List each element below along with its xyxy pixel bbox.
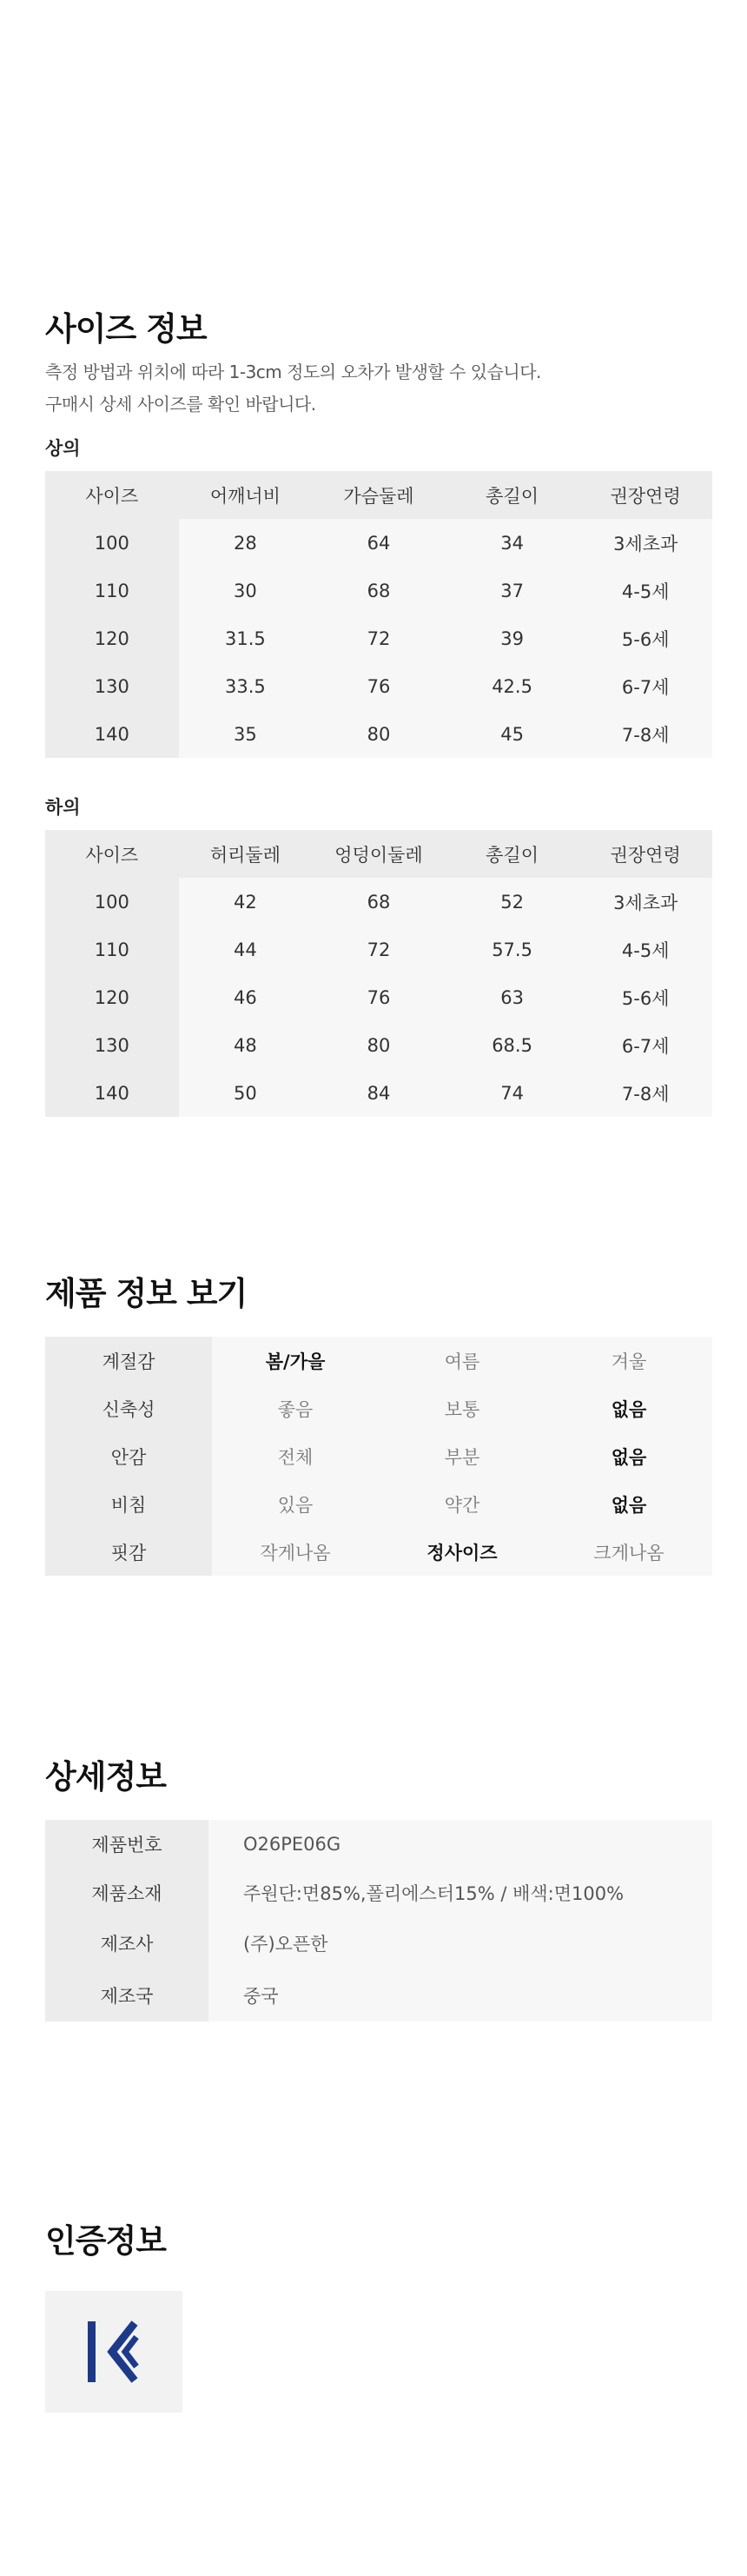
table-row [45, 1969, 712, 2022]
table-cell: 3세초과 [578, 878, 712, 926]
table-header: 사이즈 [45, 471, 179, 519]
table-cell: 6-7세 [578, 1021, 712, 1069]
table-cell: 74 [446, 1069, 579, 1117]
table-cell: 72 [312, 614, 446, 662]
table-row [45, 1069, 712, 1117]
top-size-label: 상의 [45, 438, 81, 459]
detail-info-title: 상세정보 [45, 1758, 166, 1796]
attribute-option: 여름 [444, 1351, 480, 1372]
attribute-label: 비침 [45, 1480, 212, 1528]
table-cell: 52 [446, 878, 579, 926]
attribute-option: 보통 [444, 1398, 480, 1420]
table-cell: 130 [45, 662, 179, 710]
table-row [45, 710, 712, 758]
table-cell: 39 [446, 614, 579, 662]
table-cell: 28 [179, 519, 313, 567]
table-cell: 68 [312, 878, 446, 926]
table-cell: 5-6세 [578, 973, 712, 1021]
table-cell: 37 [446, 567, 579, 614]
table-cell: 63 [446, 973, 579, 1021]
table-cell: 100 [45, 878, 179, 926]
table-cell: 33.5 [179, 662, 313, 710]
detail-info-table [45, 1820, 712, 2022]
table-row [45, 878, 712, 926]
attribute-option: 없음 [611, 1494, 647, 1516]
table-cell: 100 [45, 519, 179, 567]
table-row [45, 1917, 712, 1969]
table-cell: 44 [179, 926, 313, 973]
table-cell: 140 [45, 710, 179, 758]
bottom-size-table [45, 830, 712, 1117]
table-header: 사이즈 [45, 830, 179, 878]
table-header-row [45, 830, 712, 878]
attribute-option: 없음 [611, 1446, 647, 1468]
product-info-title: 제품 정보 보기 [45, 1275, 248, 1312]
table-row [45, 973, 712, 1021]
size-info-title: 사이즈 정보 [45, 310, 207, 348]
size-info-desc-line2: 구매시 상세 사이즈를 확인 바랍니다. [45, 394, 316, 415]
table-row [45, 1021, 712, 1069]
table-cell: 7-8세 [578, 1069, 712, 1117]
table-cell: 4-5세 [578, 567, 712, 614]
table-cell: 120 [45, 614, 179, 662]
table-cell: 80 [312, 1021, 446, 1069]
table-cell: 64 [312, 519, 446, 567]
detail-value: (주)오픈한 [208, 1917, 712, 1969]
table-cell: 42 [179, 878, 313, 926]
table-cell: 35 [179, 710, 313, 758]
attribute-option: 부분 [444, 1446, 480, 1468]
table-cell: 34 [446, 519, 579, 567]
detail-value: 주원단:면85%,폴리에스터15% / 배색:면100% [208, 1869, 712, 1917]
table-header: 허리둘레 [179, 830, 313, 878]
table-cell: 6-7세 [578, 662, 712, 710]
bottom-size-label: 하의 [45, 797, 81, 818]
table-header: 권장연령 [578, 830, 712, 878]
attribute-label: 안감 [45, 1432, 212, 1480]
table-row [45, 1480, 712, 1528]
attribute-label: 계절감 [45, 1337, 212, 1384]
table-cell: 30 [179, 567, 313, 614]
detail-label: 제품소재 [45, 1869, 208, 1917]
table-row [45, 926, 712, 973]
table-cell: 45 [446, 710, 579, 758]
attribute-option: 전체 [277, 1446, 314, 1468]
table-cell: 130 [45, 1021, 179, 1069]
kc-mark-box [45, 2291, 182, 2413]
table-cell: 84 [312, 1069, 446, 1117]
table-row [45, 1528, 712, 1576]
table-cell: 72 [312, 926, 446, 973]
attribute-option: 좋음 [277, 1398, 314, 1420]
table-cell: 140 [45, 1069, 179, 1117]
detail-value: O26PE06G [208, 1820, 712, 1869]
detail-label: 제품번호 [45, 1820, 208, 1869]
table-header: 엉덩이둘레 [312, 830, 446, 878]
attribute-label: 핏감 [45, 1528, 212, 1576]
kc-certification-mark-icon [83, 2314, 145, 2389]
table-cell: 57.5 [446, 926, 579, 973]
table-row [45, 1869, 712, 1917]
table-row [45, 519, 712, 567]
table-header: 어깨너비 [179, 471, 313, 519]
table-cell: 7-8세 [578, 710, 712, 758]
table-row [45, 1820, 712, 1869]
table-cell: 42.5 [446, 662, 579, 710]
table-cell: 50 [179, 1069, 313, 1117]
table-header: 총길이 [446, 830, 579, 878]
table-cell: 31.5 [179, 614, 313, 662]
table-header: 가슴둘레 [312, 471, 446, 519]
table-cell: 80 [312, 710, 446, 758]
attribute-option: 겨울 [611, 1351, 647, 1372]
attribute-option: 없음 [611, 1398, 647, 1420]
attribute-option: 있음 [277, 1494, 314, 1516]
detail-value: 중국 [208, 1969, 712, 2022]
table-row [45, 1432, 712, 1480]
table-cell: 76 [312, 662, 446, 710]
attribute-option: 작게나옴 [260, 1542, 331, 1564]
product-info-table [45, 1337, 712, 1576]
table-header-row [45, 471, 712, 519]
attribute-label: 신축성 [45, 1384, 212, 1432]
top-size-table [45, 471, 712, 758]
table-cell: 48 [179, 1021, 313, 1069]
detail-label: 제조국 [45, 1969, 208, 2022]
table-cell: 3세초과 [578, 519, 712, 567]
table-cell: 46 [179, 973, 313, 1021]
table-cell: 68 [312, 567, 446, 614]
table-cell: 68.5 [446, 1021, 579, 1069]
attribute-option: 크게나옴 [593, 1542, 664, 1564]
attribute-option: 봄/가을 [265, 1351, 326, 1372]
table-cell: 5-6세 [578, 614, 712, 662]
table-cell: 76 [312, 973, 446, 1021]
table-row [45, 1384, 712, 1432]
table-row [45, 1337, 712, 1384]
table-row [45, 567, 712, 614]
attribute-option: 정사이즈 [426, 1542, 498, 1564]
attribute-option: 약간 [444, 1494, 480, 1516]
table-cell: 4-5세 [578, 926, 712, 973]
table-header: 총길이 [446, 471, 579, 519]
size-info-desc-line1: 측정 방법과 위치에 따라 1-3cm 정도의 오차가 발생할 수 있습니다. [45, 362, 541, 382]
detail-label: 제조사 [45, 1917, 208, 1969]
table-cell: 110 [45, 926, 179, 973]
table-cell: 110 [45, 567, 179, 614]
table-header: 권장연령 [578, 471, 712, 519]
table-row [45, 662, 712, 710]
table-cell: 120 [45, 973, 179, 1021]
cert-info-title: 인증정보 [45, 2222, 166, 2260]
table-row [45, 614, 712, 662]
